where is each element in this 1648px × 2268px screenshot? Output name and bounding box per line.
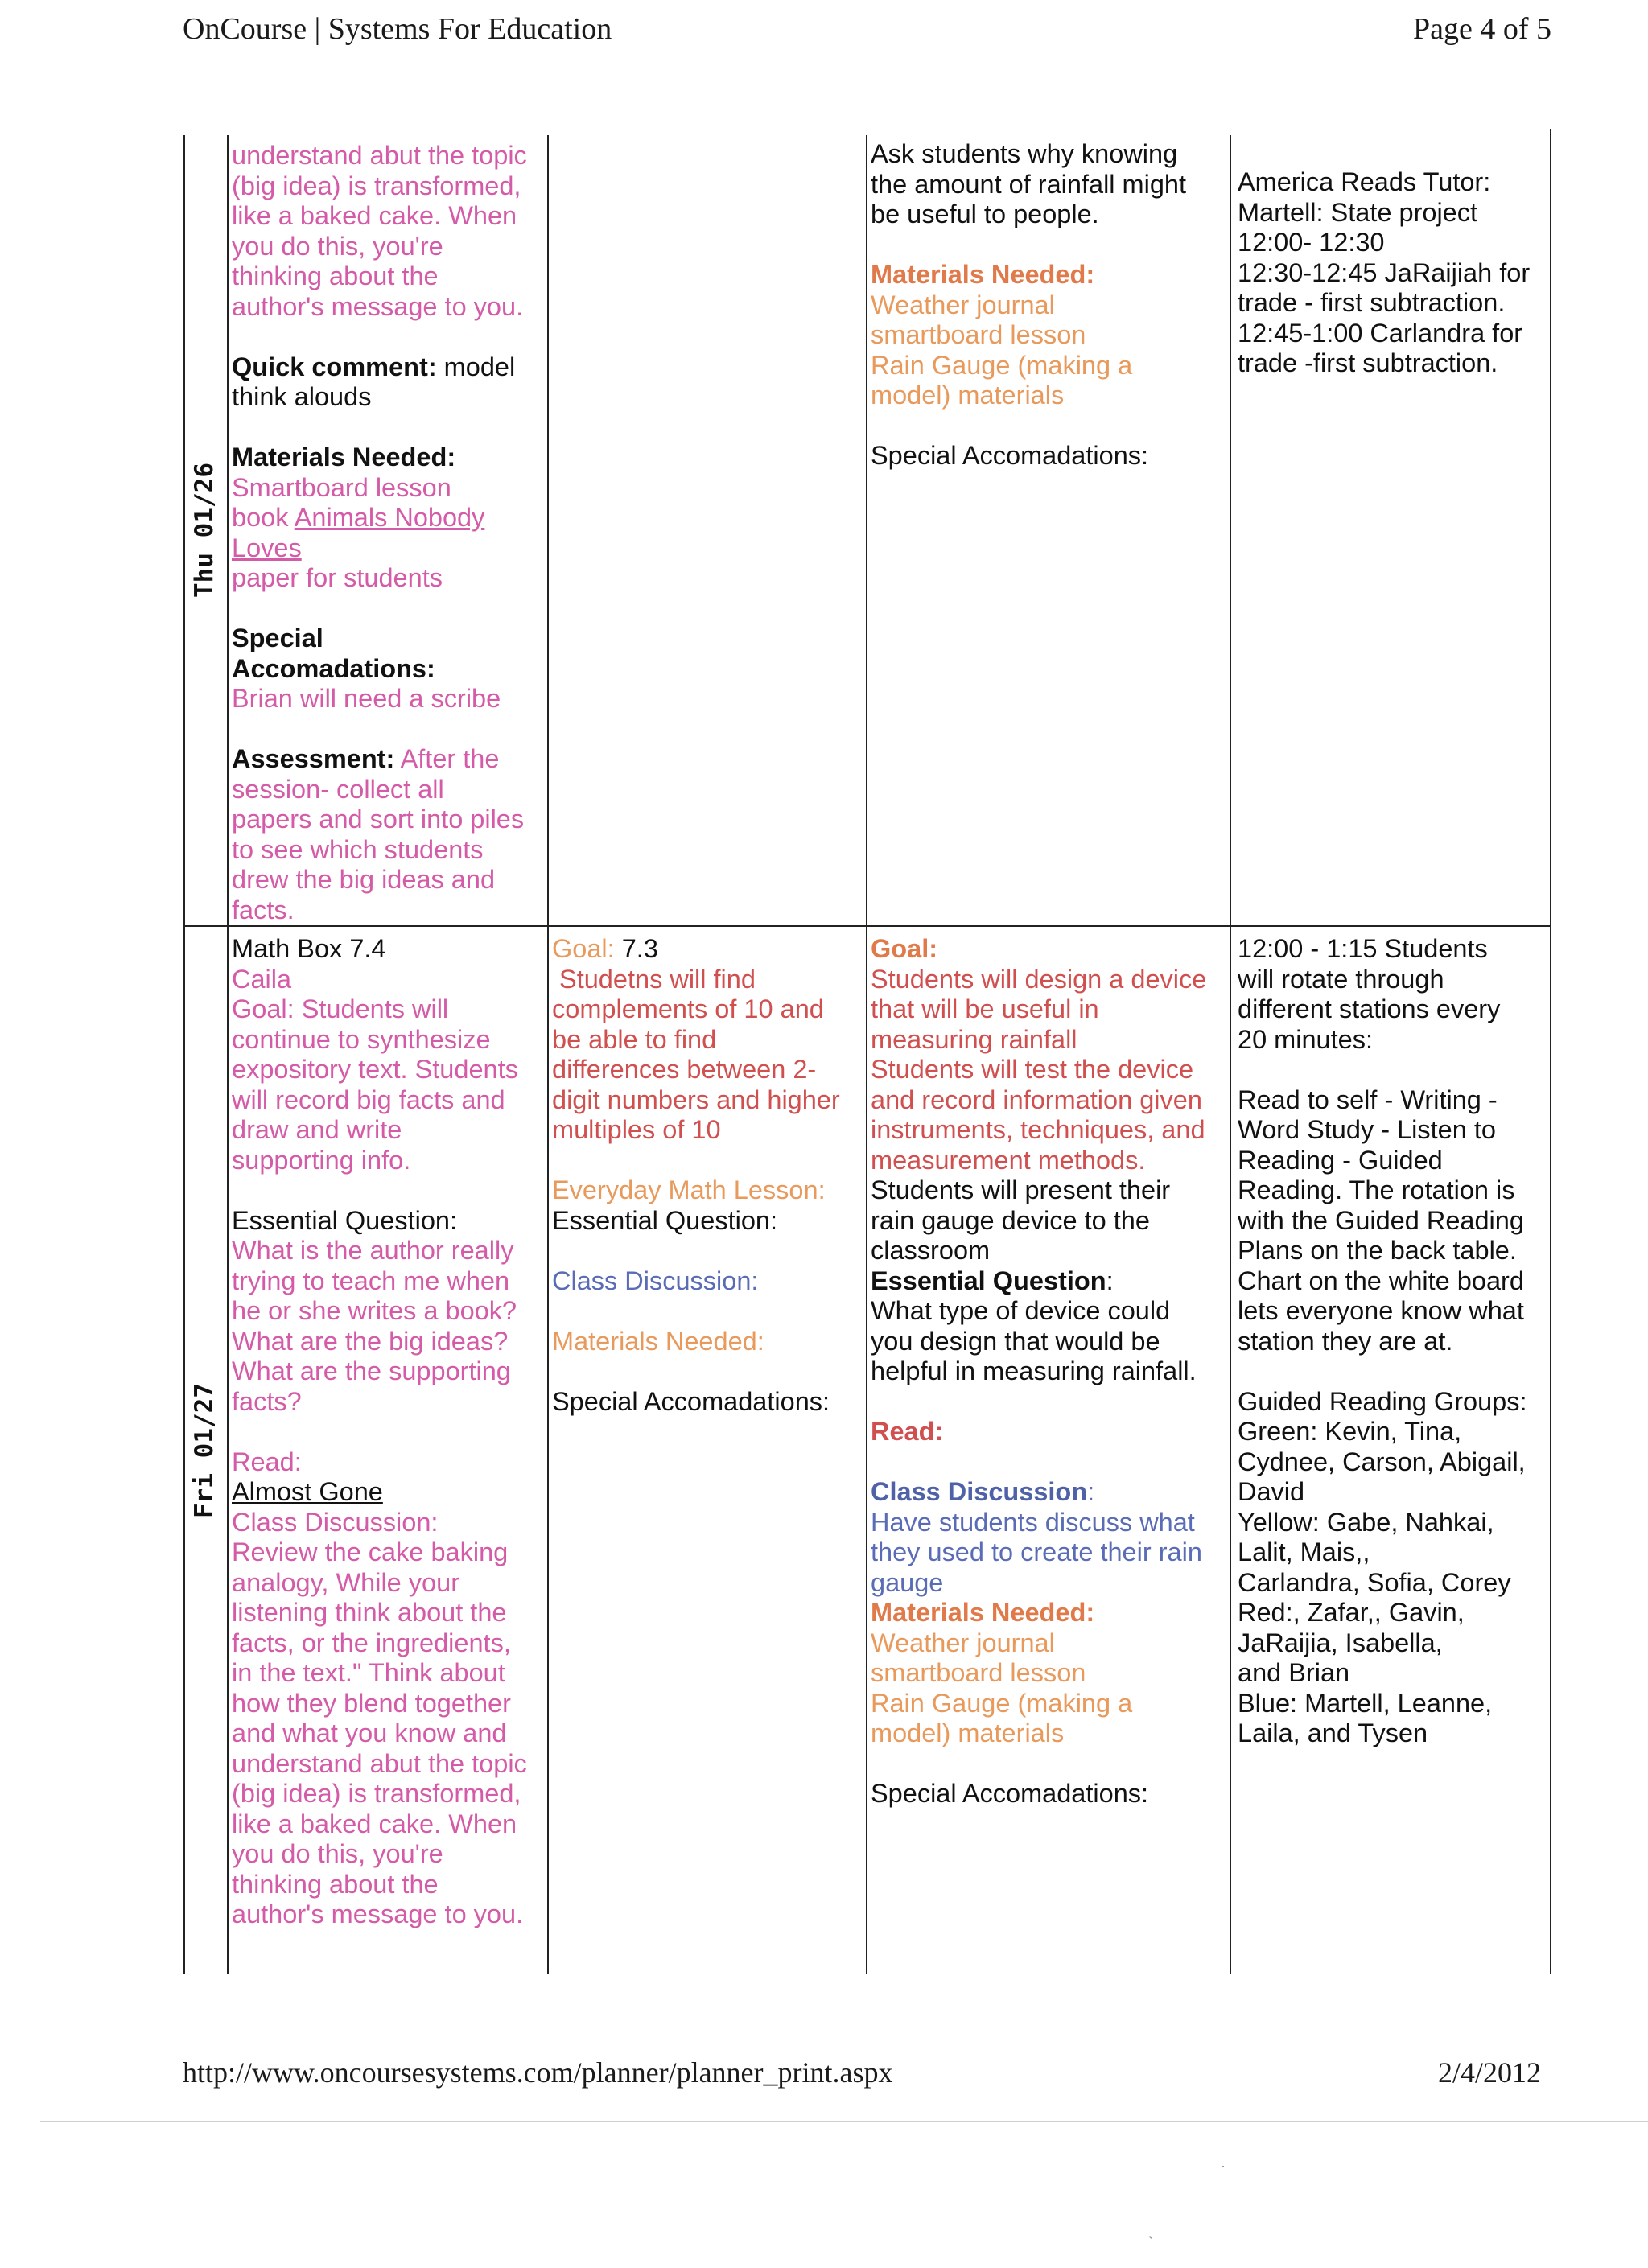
text-line: Students will test the device — [871, 1055, 1194, 1084]
text-line: Read to self - Writing - — [1238, 1085, 1498, 1114]
assessment-label: Assessment: — [232, 744, 395, 773]
class-discussion-line: Class Discussion: — [871, 1477, 1095, 1506]
fri-notes-cell — [1238, 934, 1550, 1749]
text-line: model) materials — [871, 1718, 1065, 1747]
text-line: author's message to you. — [232, 291, 524, 321]
text-line: Have students discuss what — [871, 1507, 1195, 1537]
text-line: how they blend together — [232, 1688, 511, 1718]
text-line: Word Study - Listen to — [1238, 1115, 1496, 1144]
special-accommodations-label: Special Accomadations: — [552, 1386, 830, 1416]
read-label: Read: — [232, 1447, 302, 1476]
text-line: and Brian — [1238, 1658, 1350, 1687]
text-line: like a baked cake. When — [232, 1809, 517, 1838]
text-line: What are the big ideas? — [232, 1326, 509, 1356]
text-line: Reading. The rotation is — [1238, 1175, 1515, 1204]
text-line: drew the big ideas and — [232, 865, 496, 894]
text-line: What type of device could — [871, 1296, 1171, 1325]
fri-literacy-cell — [232, 934, 547, 1930]
text-line: David — [1238, 1477, 1305, 1506]
text-line: Yellow: Gabe, Nahkai, — [1238, 1507, 1494, 1537]
text-line: helpful in measuring rainfall. — [871, 1356, 1197, 1385]
text-line: Rain Gauge (making a — [871, 1688, 1133, 1718]
text-line: think alouds — [232, 382, 372, 411]
text-line: continue to synthesize — [232, 1024, 491, 1054]
text-line: Caila — [232, 964, 292, 994]
text-line: 12:45-1:00 Carlandra for — [1238, 318, 1523, 348]
text-line: thinking about the — [232, 261, 439, 290]
text-line: he or she writes a book? — [232, 1296, 517, 1325]
text-line: What are the supporting — [232, 1356, 511, 1385]
essential-question-line: Essential Question: — [871, 1266, 1114, 1295]
text-line: gauge — [871, 1567, 944, 1597]
guided-reading-groups-label: Guided Reading Groups: — [1238, 1386, 1527, 1416]
quick-comment-label: Quick comment: — [232, 352, 437, 381]
fri-math-cell — [552, 934, 866, 1417]
text-line: Ask students why knowing — [871, 139, 1178, 168]
text-line: papers and sort into piles — [232, 805, 525, 834]
text-line: smartboard lesson — [871, 320, 1086, 349]
text-line: the amount of rainfall might — [871, 169, 1187, 199]
text-line: 7.3 — [621, 934, 658, 963]
text-line: lets everyone know what — [1238, 1296, 1524, 1325]
thu-literacy-cell — [232, 141, 547, 925]
text-line: Review the cake baking — [232, 1537, 509, 1566]
column-divider-1 — [547, 135, 549, 1974]
special-accommodations-label: Special Accomadations: — [871, 441, 1149, 470]
text-line: be useful to people. — [871, 200, 1099, 228]
text-line: facts. — [232, 895, 295, 924]
text-line: smartboard lesson — [871, 1658, 1086, 1687]
materials-needed-label: Materials Needed: — [871, 260, 1095, 289]
text-line: understand abut the topic — [232, 1748, 527, 1778]
text-line: and record information given — [871, 1085, 1202, 1114]
quick-comment-line — [232, 352, 547, 383]
scan-speck — [1222, 2166, 1224, 2167]
text-line: and what you know and — [232, 1718, 507, 1747]
text-line: rain gauge device to the — [871, 1205, 1150, 1235]
book-line — [232, 503, 547, 533]
text-line: JaRaijia, Isabella, — [1238, 1628, 1443, 1657]
text-line: author's message to you. — [232, 1900, 524, 1928]
text-line: they used to create their rain — [871, 1537, 1202, 1566]
goal-label: Goal: — [552, 934, 615, 963]
materials-needed-label: Materials Needed: — [552, 1326, 764, 1356]
special-accommodations-label: Special Accomadations: — [871, 1779, 1149, 1808]
text-line: Martell: State project — [1238, 197, 1478, 227]
special-accommodations-label: Special — [232, 624, 323, 652]
class-discussion-label: Class Discussion — [871, 1477, 1088, 1506]
book-title: Animals Nobody — [294, 503, 485, 532]
fri-science-cell — [871, 934, 1230, 1809]
text-line: different stations every — [1238, 994, 1501, 1023]
goal-line — [552, 934, 866, 965]
thu-science-cell — [871, 139, 1230, 471]
thu-notes-cell — [1238, 167, 1550, 379]
column-divider-2 — [866, 135, 867, 1974]
text-line: to see which students — [232, 834, 484, 864]
text-line: trade - first subtraction. — [1238, 288, 1506, 317]
text-line: thinking about the — [232, 1869, 439, 1899]
book-title: Loves — [232, 533, 302, 562]
text-line: like a baked cake. When — [232, 201, 517, 230]
text-line: will rotate through — [1238, 964, 1444, 994]
text-line: (big idea) is transformed, — [232, 171, 521, 200]
special-accommodations-label: Accomadations: — [232, 653, 435, 683]
text-line: model) materials — [871, 381, 1065, 410]
assessment-line — [232, 744, 547, 775]
text-line: Weather journal — [871, 1628, 1055, 1657]
text-line: America Reads Tutor: — [1238, 167, 1491, 196]
print-url: http://www.oncoursesystems.com/planner/planner_print.aspx — [183, 2056, 893, 2089]
text-line: analogy, While your — [232, 1567, 460, 1597]
text-line: Studetns will find — [552, 964, 756, 994]
text-line: Rain Gauge (making a — [871, 350, 1133, 380]
text-line: complements of 10 and — [552, 994, 824, 1023]
text-line: you do this, you're — [232, 1839, 443, 1868]
text-line: supporting info. — [232, 1145, 411, 1175]
text-line: Math Box 7.4 — [232, 934, 386, 963]
text-line: After the — [400, 744, 500, 773]
day-label-thu: Thu 01/26 — [190, 463, 220, 598]
day-label-fri: Fri 01/27 — [190, 1383, 220, 1518]
text-line: differences between 2- — [552, 1055, 817, 1084]
text-line: will record big facts and — [232, 1085, 505, 1114]
text-line: Green: Kevin, Tina, — [1238, 1417, 1462, 1446]
text-line: Blue: Martell, Leanne, — [1238, 1688, 1493, 1718]
text-line: in the text." Think about — [232, 1658, 505, 1687]
text-line: Students will design a device — [871, 964, 1207, 994]
text-line: 12:30-12:45 JaRaijiah for — [1238, 257, 1531, 287]
everyday-math-label: Everyday Math Lesson: — [552, 1175, 826, 1204]
scan-speck — [1149, 2236, 1152, 2239]
print-date: 2/4/2012 — [1438, 2056, 1542, 2089]
text-line: 12:00 - 1:15 Students — [1238, 934, 1488, 963]
text-line: facts, or the ingredients, — [232, 1628, 511, 1657]
row-divider — [183, 925, 1551, 927]
class-discussion-label: Class Discussion: — [552, 1266, 759, 1295]
text-line: Goal: Students will — [232, 994, 449, 1023]
text-line: What is the author really — [232, 1236, 514, 1265]
book-title: Almost Gone — [232, 1477, 383, 1506]
text-line: trying to teach me when — [232, 1266, 510, 1295]
text-line: session- collect all — [232, 774, 444, 804]
text-line: you do this, you're — [232, 231, 443, 261]
text-line: 20 minutes: — [1238, 1024, 1374, 1054]
text-line: understand abut the topic — [232, 141, 527, 170]
goal-label: Goal: — [871, 934, 938, 963]
column-divider-3 — [1230, 135, 1231, 1974]
text-line: be able to find — [552, 1024, 717, 1054]
text-line: multiples of 10 — [552, 1115, 721, 1144]
text-line: Laila, and Tysen — [1238, 1718, 1428, 1747]
text-line: Chart on the white board — [1238, 1266, 1524, 1295]
text-line: paper for students — [232, 563, 443, 592]
text-line: measurement methods. — [871, 1145, 1146, 1175]
text-line: Brian will need a scribe — [232, 684, 501, 713]
text-line: draw and write — [232, 1115, 402, 1144]
text-line: digit numbers and higher — [552, 1085, 840, 1114]
text-line: expository text. Students — [232, 1055, 518, 1084]
text-line: with the Guided Reading — [1238, 1205, 1524, 1235]
text-line: listening think about the — [232, 1598, 507, 1627]
text-line: model — [443, 352, 516, 381]
materials-needed-label: Materials Needed: — [232, 442, 456, 471]
table-border-right — [1550, 129, 1551, 1974]
text-line: Smartboard lesson — [232, 472, 451, 502]
essential-question-label: Essential Question: — [552, 1205, 778, 1235]
class-discussion-label: Class Discussion: — [232, 1507, 439, 1537]
text-line: 12:00- 12:30 — [1238, 228, 1385, 257]
essential-question-label: Essential Question — [871, 1266, 1106, 1295]
text-line: that will be useful in — [871, 994, 1099, 1023]
text-line: instruments, techniques, and — [871, 1115, 1205, 1144]
text-line: facts? — [232, 1386, 302, 1416]
text-line: Lalit, Mais,, — [1238, 1537, 1370, 1566]
text-line: you design that would be — [871, 1326, 1160, 1356]
text-line: Weather journal — [871, 290, 1055, 319]
text-line: Red:, Zafar,, Gavin, — [1238, 1598, 1465, 1627]
text-line: trade -first subtraction. — [1238, 348, 1498, 377]
essential-question-label: Essential Question: — [232, 1205, 458, 1235]
text-line: station they are at. — [1238, 1326, 1453, 1356]
text-line: measuring rainfall — [871, 1024, 1077, 1054]
materials-needed-label: Materials Needed: — [871, 1598, 1095, 1627]
page-number: Page 4 of 5 — [1412, 12, 1551, 46]
scan-edge-line — [40, 2121, 1648, 2122]
text-line: Cydnee, Carson, Abigail, — [1238, 1447, 1526, 1476]
text-line: book — [232, 503, 289, 532]
text-line: classroom — [871, 1236, 991, 1265]
text-line: Plans on the back table. — [1238, 1236, 1517, 1265]
text-line: Reading - Guided — [1238, 1145, 1443, 1175]
read-label: Read: — [871, 1417, 944, 1446]
text-line: Students will present their — [871, 1175, 1171, 1204]
page-header-title: OnCourse | Systems For Education — [183, 12, 612, 46]
text-line: Carlandra, Sofia, Corey — [1238, 1567, 1511, 1597]
text-line: (big idea) is transformed, — [232, 1779, 521, 1808]
